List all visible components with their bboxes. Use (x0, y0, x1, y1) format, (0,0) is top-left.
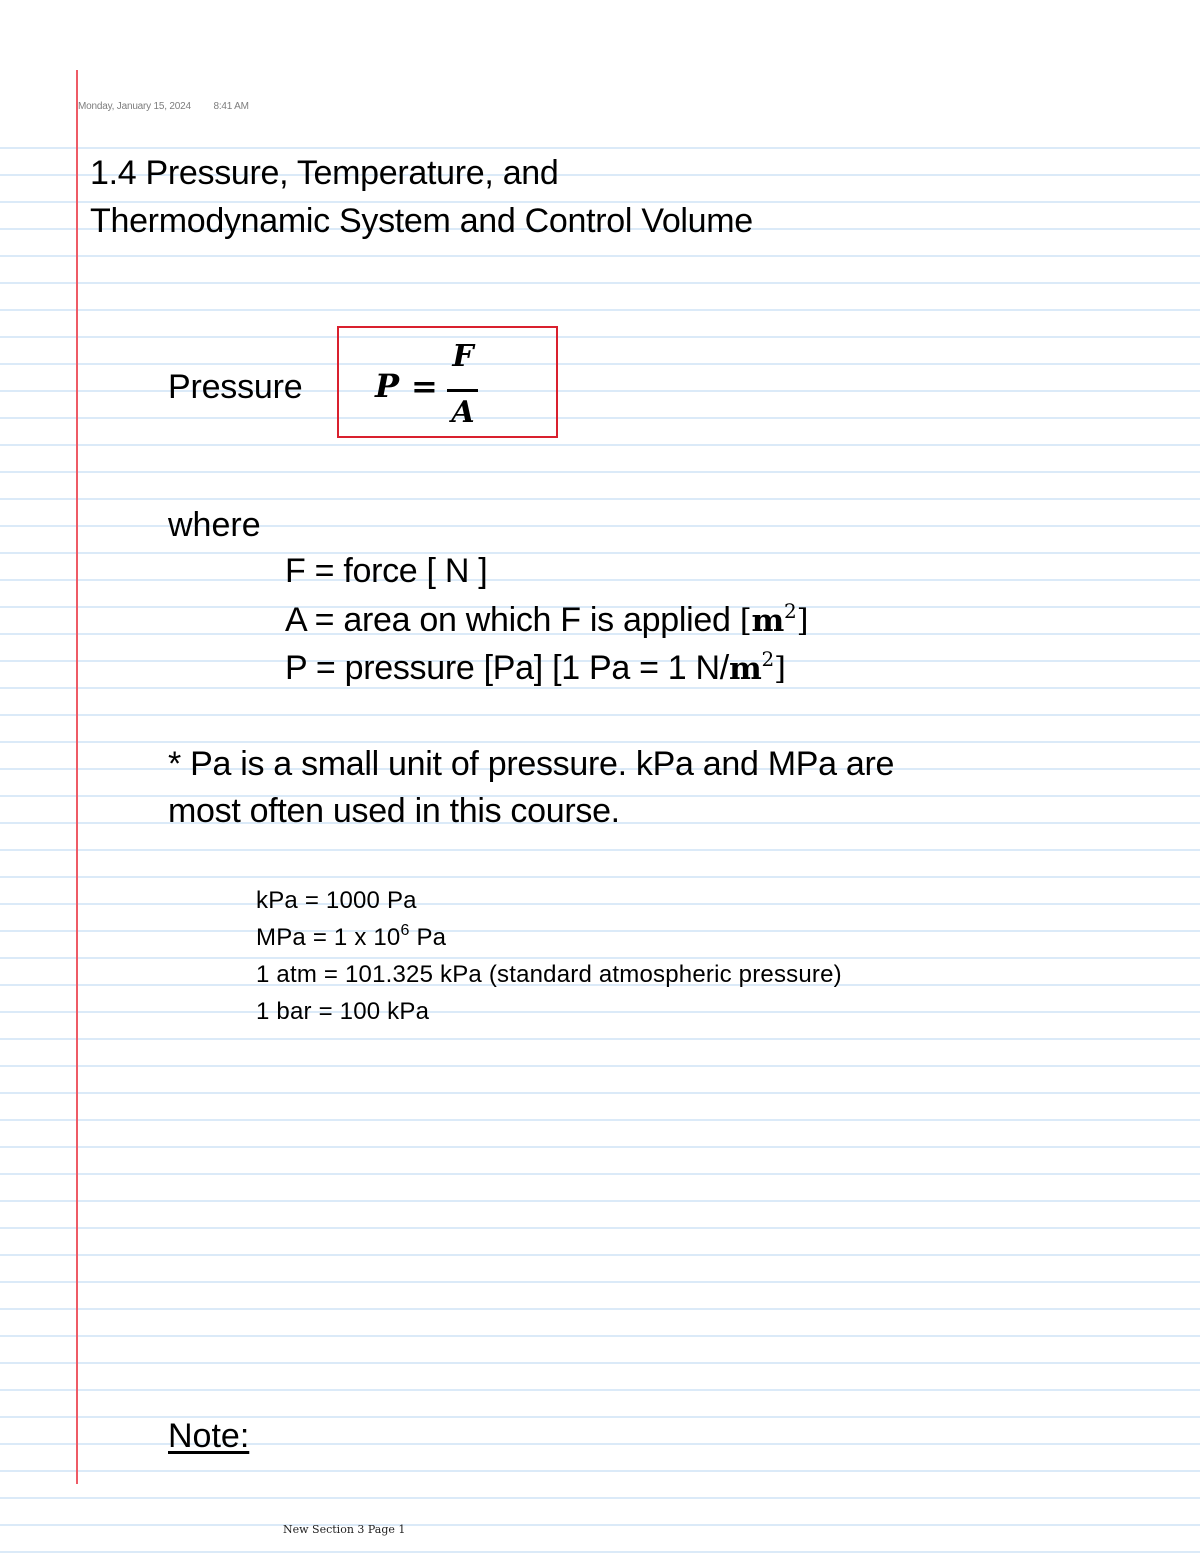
page-title-line-1: 1.4 Pressure, Temperature, and (90, 154, 559, 192)
formula-equals: = (411, 367, 438, 405)
formula-denominator: A (451, 395, 475, 430)
pressure-label: Pressure (168, 368, 303, 406)
page-footer: New Section 3 Page 1 (283, 1523, 406, 1536)
pa-note-line-2: most often used in this course. (168, 792, 620, 830)
area-unit: $m^2$ (751, 599, 797, 639)
formula-lhs: P (375, 367, 400, 405)
conversion-kpa: kPa = 1000 Pa (256, 887, 417, 914)
page-date: Monday, January 15, 2024 (78, 101, 191, 112)
conversion-bar: 1 bar = 100 kPa (256, 998, 430, 1025)
definition-pressure-text: P = pressure [Pa] [1 Pa = 1 N/ (285, 649, 729, 687)
definition-force: F = force [ N ] (285, 552, 488, 590)
margin-line (76, 70, 78, 1484)
page-timestamp (78, 101, 249, 112)
pressure-unit: $m^2$ (728, 647, 774, 687)
fraction-bar (447, 389, 478, 392)
pressure-formula-box (337, 326, 558, 438)
definition-pressure: P = pressure [Pa] [1 Pa = 1 $N/m^2$] (285, 647, 786, 687)
conversion-atm: 1 atm = 101.325 kPa (standard atmospheric pressure) (256, 961, 842, 988)
conversion-mpa: MPa = 1 x $10^6$ Pa (256, 922, 447, 951)
note-heading: Note: (168, 1417, 250, 1455)
definition-area-text: A = area on which F is applied (285, 601, 740, 639)
definition-area: A = area on which F is applied $[m^2]$ (285, 599, 809, 639)
page-time: 8:41 AM (213, 101, 249, 112)
pa-note-line-1: * Pa is a small unit of pressure. kPa and MPa are (168, 745, 895, 783)
page-title-line-2: Thermodynamic System and Control Volume (90, 202, 753, 240)
where-label: where (168, 506, 261, 544)
formula-numerator: F (452, 339, 474, 374)
